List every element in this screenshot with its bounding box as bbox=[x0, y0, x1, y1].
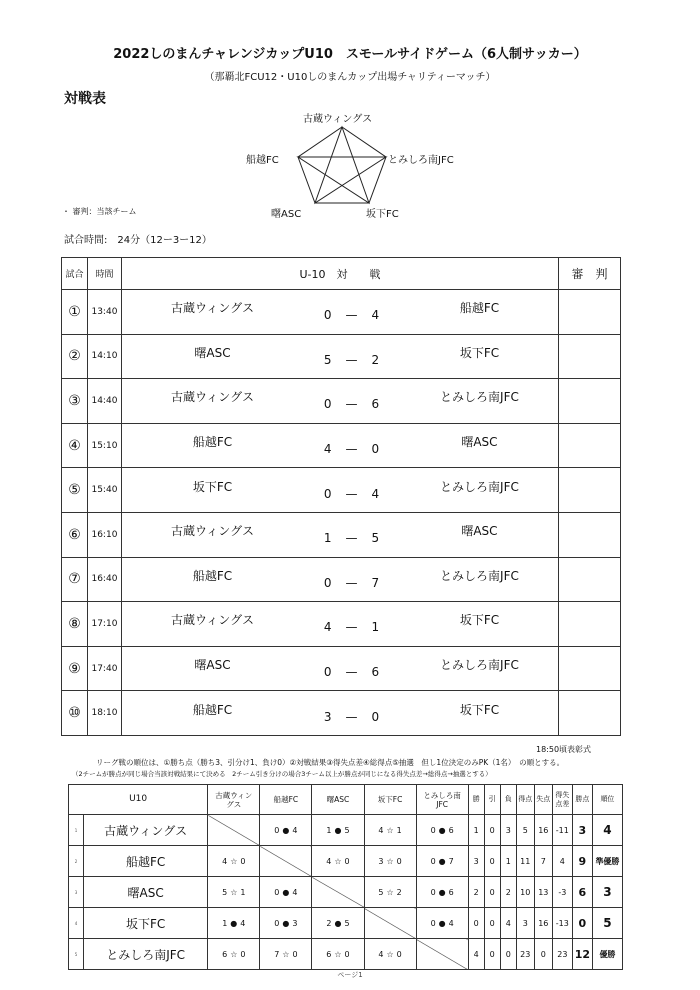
page-number: ページ1 bbox=[337, 971, 363, 979]
score-cell bbox=[303, 290, 401, 335]
result-cell bbox=[260, 877, 312, 908]
league-header-opponent: 船越FC bbox=[260, 785, 312, 815]
document-subtitle: （那覇北FCU12・U10しのまんカップ出場チャリティーマッチ） bbox=[204, 72, 496, 83]
league-row bbox=[69, 815, 623, 846]
league-ga: 13 bbox=[534, 877, 552, 908]
league-row bbox=[69, 877, 623, 908]
result-cell bbox=[312, 939, 364, 970]
league-ga: 0 bbox=[534, 939, 552, 970]
league-ga: 7 bbox=[534, 846, 552, 877]
result-goals-for: 5 bbox=[378, 887, 384, 897]
referee-cell bbox=[559, 334, 621, 379]
row-index: 3 bbox=[69, 877, 84, 908]
result-goals-for: 0 bbox=[430, 918, 436, 928]
away-team: とみしろ南JFC bbox=[440, 568, 519, 583]
match-time-cell: 16:40 bbox=[87, 557, 121, 602]
loss-dot-icon: ● bbox=[438, 918, 446, 928]
schedule-table bbox=[61, 257, 621, 736]
match-number: ⑤ bbox=[62, 468, 88, 513]
league-row bbox=[69, 846, 623, 877]
league-header-rank: 順位 bbox=[592, 785, 622, 815]
away-team-cell bbox=[401, 691, 559, 736]
league-header-points: 勝点 bbox=[572, 785, 592, 815]
result-cell bbox=[260, 815, 312, 846]
match-row bbox=[62, 557, 621, 602]
result-goals-for: 3 bbox=[378, 856, 384, 866]
home-team: 古蔵ウィングス bbox=[171, 524, 254, 539]
diagram-team-left: 船越FC bbox=[246, 155, 279, 166]
result-cell bbox=[416, 908, 468, 939]
league-header-opponent: 坂下FC bbox=[364, 785, 416, 815]
league-table bbox=[68, 784, 623, 970]
league-header-win: 勝 bbox=[468, 785, 484, 815]
result-goals-for: 1 bbox=[326, 825, 332, 835]
home-team-cell bbox=[121, 557, 303, 602]
home-team: 古蔵ウィングス bbox=[171, 613, 254, 628]
league-header-team: U10 bbox=[69, 785, 208, 815]
league-gf: 3 bbox=[516, 908, 534, 939]
result-cell bbox=[208, 877, 260, 908]
match-number: ④ bbox=[62, 423, 88, 468]
header-no: 試合 bbox=[62, 258, 88, 290]
result-goals-against: 5 bbox=[344, 918, 350, 928]
result-cell bbox=[208, 908, 260, 939]
referee-cell bbox=[559, 691, 621, 736]
result-goals-against: 4 bbox=[448, 918, 454, 928]
score-cell bbox=[303, 379, 401, 424]
win-star-icon: ☆ bbox=[386, 949, 394, 959]
win-star-icon: ☆ bbox=[230, 887, 238, 897]
away-team: とみしろ南JFC bbox=[440, 479, 519, 494]
home-team: 古蔵ウィングス bbox=[171, 390, 254, 405]
league-points: 12 bbox=[572, 939, 592, 970]
score-cell bbox=[303, 691, 401, 736]
away-team-cell bbox=[401, 290, 559, 335]
score-cell bbox=[303, 557, 401, 602]
result-goals-against: 0 bbox=[396, 856, 402, 866]
match-time: 試合時間: 24分（12ー3ー12） bbox=[64, 235, 212, 246]
result-goals-against: 4 bbox=[292, 887, 298, 897]
score-cell bbox=[303, 646, 401, 691]
self-match-cell bbox=[416, 939, 468, 970]
win-star-icon: ☆ bbox=[230, 949, 238, 959]
league-header-diff: 得失 点差 bbox=[552, 785, 572, 815]
referee-cell bbox=[559, 602, 621, 647]
referee-cell bbox=[559, 512, 621, 557]
result-cell bbox=[312, 846, 364, 877]
away-team-cell bbox=[401, 379, 559, 424]
score: 0 — 4 bbox=[323, 486, 381, 501]
result-goals-for: 0 bbox=[430, 825, 436, 835]
league-gf: 10 bbox=[516, 877, 534, 908]
league-rank: 4 bbox=[592, 815, 622, 846]
away-team: 坂下FC bbox=[459, 702, 500, 717]
home-team: 曙ASC bbox=[194, 345, 231, 360]
loss-dot-icon: ● bbox=[334, 918, 342, 928]
away-team: とみしろ南JFC bbox=[440, 658, 519, 673]
league-header-row bbox=[69, 785, 623, 815]
score-cell bbox=[303, 468, 401, 513]
league-row bbox=[69, 908, 623, 939]
league-rank: 5 bbox=[592, 908, 622, 939]
league-draw: 0 bbox=[484, 846, 500, 877]
match-number: ② bbox=[62, 334, 88, 379]
league-draw: 0 bbox=[484, 908, 500, 939]
result-goals-for: 0 bbox=[274, 918, 280, 928]
match-row bbox=[62, 334, 621, 379]
home-team-cell bbox=[121, 468, 303, 513]
league-body bbox=[69, 815, 623, 970]
score: 5 — 2 bbox=[323, 352, 381, 367]
result-goals-for: 0 bbox=[430, 887, 436, 897]
league-team-name: とみしろ南JFC bbox=[84, 939, 208, 970]
result-goals-for: 1 bbox=[222, 918, 228, 928]
header-time: 時間 bbox=[87, 258, 121, 290]
home-team: 船越FC bbox=[192, 435, 233, 450]
league-header-opponent: 古蔵ウィン グス bbox=[208, 785, 260, 815]
result-cell bbox=[416, 815, 468, 846]
league-loss: 4 bbox=[500, 908, 516, 939]
score: 0 — 7 bbox=[323, 575, 381, 590]
score-cell bbox=[303, 334, 401, 379]
league-header-draw: 引 bbox=[484, 785, 500, 815]
away-team: とみしろ南JFC bbox=[440, 390, 519, 405]
league-win: 1 bbox=[468, 815, 484, 846]
result-goals-against: 0 bbox=[344, 949, 350, 959]
result-cell bbox=[416, 877, 468, 908]
score: 4 — 0 bbox=[323, 442, 381, 457]
referee-cell bbox=[559, 468, 621, 513]
result-goals-for: 5 bbox=[222, 887, 228, 897]
result-goals-for: 4 bbox=[326, 856, 332, 866]
league-win: 3 bbox=[468, 846, 484, 877]
result-goals-against: 4 bbox=[292, 825, 298, 835]
result-cell bbox=[260, 908, 312, 939]
match-time-cell: 14:10 bbox=[87, 334, 121, 379]
match-time-cell: 16:10 bbox=[87, 512, 121, 557]
league-gf: 5 bbox=[516, 815, 534, 846]
result-goals-for: 6 bbox=[222, 949, 228, 959]
referee-cell bbox=[559, 423, 621, 468]
loss-dot-icon: ● bbox=[438, 825, 446, 835]
ranking-rule: リーグ戦の順位は、①勝ち点（勝ち3、引分け1、負け0）②対戦結果③得失点差④総得点⑤抽選 但し1位決定のみPK（1名） の順とする。 bbox=[96, 758, 565, 767]
match-number: ① bbox=[62, 290, 88, 335]
result-cell bbox=[364, 846, 416, 877]
header-match: U-10 対 戦 bbox=[121, 258, 558, 290]
loss-dot-icon: ● bbox=[230, 918, 238, 928]
result-goals-against: 6 bbox=[448, 825, 454, 835]
league-points: 9 bbox=[572, 846, 592, 877]
league-diff: 4 bbox=[552, 846, 572, 877]
away-team: 坂下FC bbox=[459, 613, 500, 628]
home-team: 船越FC bbox=[192, 568, 233, 583]
home-team-cell bbox=[121, 691, 303, 736]
row-index: 1 bbox=[69, 815, 84, 846]
result-cell bbox=[416, 846, 468, 877]
result-goals-against: 0 bbox=[396, 949, 402, 959]
league-loss: 3 bbox=[500, 815, 516, 846]
section-title: 対戦表 bbox=[64, 91, 106, 107]
result-goals-for: 4 bbox=[378, 949, 384, 959]
tiebreak-rule: （2チームが勝点が同じ場合当該対戦結果にて決める 2チーム引き分けの場合3チーム以上が勝点が同じになる得失点差→総得点→抽選とする） bbox=[72, 770, 492, 778]
match-row bbox=[62, 646, 621, 691]
away-team-cell bbox=[401, 646, 559, 691]
league-points: 6 bbox=[572, 877, 592, 908]
result-cell bbox=[208, 846, 260, 877]
match-row bbox=[62, 290, 621, 335]
result-goals-for: 6 bbox=[326, 949, 332, 959]
league-draw: 0 bbox=[484, 877, 500, 908]
away-team: 曙ASC bbox=[461, 524, 498, 539]
match-number: ⑥ bbox=[62, 512, 88, 557]
self-match-cell bbox=[312, 877, 364, 908]
league-diff: 23 bbox=[552, 939, 572, 970]
league-draw: 0 bbox=[484, 815, 500, 846]
result-goals-for: 4 bbox=[378, 825, 384, 835]
home-team-cell bbox=[121, 423, 303, 468]
score: 4 — 1 bbox=[323, 620, 381, 635]
league-header-gf: 得点 bbox=[516, 785, 534, 815]
league-header-loss: 負 bbox=[500, 785, 516, 815]
awards-time: 18:50頃表彰式 bbox=[536, 745, 592, 754]
away-team: 船越FC bbox=[459, 301, 500, 316]
home-team-cell bbox=[121, 646, 303, 691]
result-goals-against: 7 bbox=[448, 856, 454, 866]
result-goals-for: 4 bbox=[222, 856, 228, 866]
away-team: 坂下FC bbox=[459, 345, 500, 360]
win-star-icon: ☆ bbox=[386, 825, 394, 835]
diagram-team-right: とみしろ南JFC bbox=[388, 155, 454, 166]
home-team: 古蔵ウィングス bbox=[171, 301, 254, 316]
result-goals-for: 0 bbox=[430, 856, 436, 866]
score: 0 — 6 bbox=[323, 665, 381, 680]
result-goals-for: 0 bbox=[274, 887, 280, 897]
row-index: 5 bbox=[69, 939, 84, 970]
result-goals-against: 0 bbox=[292, 949, 298, 959]
match-time-cell: 17:10 bbox=[87, 602, 121, 647]
home-team: 坂下FC bbox=[192, 479, 233, 494]
win-star-icon: ☆ bbox=[334, 856, 342, 866]
league-header-ga: 失点 bbox=[534, 785, 552, 815]
league-ga: 16 bbox=[534, 908, 552, 939]
league-win: 0 bbox=[468, 908, 484, 939]
match-row bbox=[62, 602, 621, 647]
result-goals-against: 6 bbox=[448, 887, 454, 897]
result-goals-for: 0 bbox=[274, 825, 280, 835]
loss-dot-icon: ● bbox=[282, 825, 290, 835]
result-goals-against: 5 bbox=[344, 825, 350, 835]
league-draw: 0 bbox=[484, 939, 500, 970]
home-team-cell bbox=[121, 334, 303, 379]
loss-dot-icon: ● bbox=[282, 887, 290, 897]
league-rank: 準優勝 bbox=[592, 846, 622, 877]
result-goals-against: 1 bbox=[396, 825, 402, 835]
win-star-icon: ☆ bbox=[282, 949, 290, 959]
result-goals-for: 7 bbox=[274, 949, 280, 959]
result-cell bbox=[364, 815, 416, 846]
win-star-icon: ☆ bbox=[334, 949, 342, 959]
match-row bbox=[62, 512, 621, 557]
away-team-cell bbox=[401, 423, 559, 468]
league-diff: -11 bbox=[552, 815, 572, 846]
match-number: ⑨ bbox=[62, 646, 88, 691]
match-time-cell: 13:40 bbox=[87, 290, 121, 335]
league-team-name: 船越FC bbox=[84, 846, 208, 877]
result-goals-against: 4 bbox=[240, 918, 246, 928]
schedule-header-row bbox=[62, 258, 621, 290]
match-time-cell: 17:40 bbox=[87, 646, 121, 691]
result-goals-against: 2 bbox=[396, 887, 402, 897]
result-cell bbox=[364, 939, 416, 970]
home-team-cell bbox=[121, 379, 303, 424]
diagram-team-top: 古蔵ウィングス bbox=[303, 114, 373, 125]
result-cell bbox=[312, 815, 364, 846]
league-ga: 16 bbox=[534, 815, 552, 846]
match-time-cell: 15:40 bbox=[87, 468, 121, 513]
self-match-cell bbox=[208, 815, 260, 846]
referee-note: ・ 審判：当該チーム bbox=[62, 207, 137, 216]
match-number: ③ bbox=[62, 379, 88, 424]
schedule-body bbox=[62, 290, 621, 736]
referee-cell bbox=[559, 557, 621, 602]
match-row bbox=[62, 468, 621, 513]
score: 1 — 5 bbox=[323, 531, 381, 546]
away-team-cell bbox=[401, 334, 559, 379]
match-row bbox=[62, 691, 621, 736]
match-time-cell: 18:10 bbox=[87, 691, 121, 736]
league-win: 2 bbox=[468, 877, 484, 908]
win-star-icon: ☆ bbox=[386, 856, 394, 866]
match-row bbox=[62, 379, 621, 424]
league-gf: 11 bbox=[516, 846, 534, 877]
result-goals-against: 0 bbox=[344, 856, 350, 866]
win-star-icon: ☆ bbox=[386, 887, 394, 897]
league-loss: 1 bbox=[500, 846, 516, 877]
result-goals-for: 2 bbox=[326, 918, 332, 928]
league-team-name: 坂下FC bbox=[84, 908, 208, 939]
league-team-name: 古蔵ウィングス bbox=[84, 815, 208, 846]
home-team: 船越FC bbox=[192, 702, 233, 717]
league-header-opponent: 曙ASC bbox=[312, 785, 364, 815]
match-number: ⑩ bbox=[62, 691, 88, 736]
result-cell bbox=[208, 939, 260, 970]
league-team-name: 曙ASC bbox=[84, 877, 208, 908]
league-diff: -13 bbox=[552, 908, 572, 939]
league-rank: 3 bbox=[592, 877, 622, 908]
row-index: 2 bbox=[69, 846, 84, 877]
document-title: 2022しのまんチャレンジカップU10 スモールサイドゲーム（6人制サッカー） bbox=[113, 47, 587, 62]
score-cell bbox=[303, 602, 401, 647]
win-star-icon: ☆ bbox=[230, 856, 238, 866]
diagram-team-bottom-left: 曙ASC bbox=[271, 209, 302, 220]
league-gf: 23 bbox=[516, 939, 534, 970]
match-number: ⑧ bbox=[62, 602, 88, 647]
result-goals-against: 0 bbox=[240, 856, 246, 866]
league-row bbox=[69, 939, 623, 970]
result-cell bbox=[260, 939, 312, 970]
score: 3 — 0 bbox=[323, 709, 381, 724]
result-goals-against: 0 bbox=[240, 949, 246, 959]
league-header-opponent: とみしろ南 JFC bbox=[416, 785, 468, 815]
header-referee: 審 判 bbox=[559, 258, 621, 290]
referee-cell bbox=[559, 290, 621, 335]
league-loss: 2 bbox=[500, 877, 516, 908]
league-points: 0 bbox=[572, 908, 592, 939]
league-loss: 0 bbox=[500, 939, 516, 970]
loss-dot-icon: ● bbox=[282, 918, 290, 928]
result-goals-against: 1 bbox=[240, 887, 246, 897]
row-index: 4 bbox=[69, 908, 84, 939]
result-cell bbox=[312, 908, 364, 939]
league-diff: -3 bbox=[552, 877, 572, 908]
diagram-team-bottom-right: 坂下FC bbox=[366, 209, 399, 220]
away-team-cell bbox=[401, 468, 559, 513]
away-team-cell bbox=[401, 512, 559, 557]
score-cell bbox=[303, 423, 401, 468]
loss-dot-icon: ● bbox=[438, 856, 446, 866]
score: 0 — 6 bbox=[323, 397, 381, 412]
home-team: 曙ASC bbox=[194, 658, 231, 673]
referee-cell bbox=[559, 379, 621, 424]
home-team-cell bbox=[121, 512, 303, 557]
home-team-cell bbox=[121, 602, 303, 647]
league-win: 4 bbox=[468, 939, 484, 970]
away-team-cell bbox=[401, 557, 559, 602]
league-rank: 優勝 bbox=[592, 939, 622, 970]
league-points: 3 bbox=[572, 815, 592, 846]
result-cell bbox=[364, 877, 416, 908]
score-cell bbox=[303, 512, 401, 557]
away-team: 曙ASC bbox=[461, 435, 498, 450]
match-time-cell: 15:10 bbox=[87, 423, 121, 468]
match-time-cell: 14:40 bbox=[87, 379, 121, 424]
away-team-cell bbox=[401, 602, 559, 647]
result-goals-against: 3 bbox=[292, 918, 298, 928]
referee-cell bbox=[559, 646, 621, 691]
home-team-cell bbox=[121, 290, 303, 335]
match-row bbox=[62, 423, 621, 468]
self-match-cell bbox=[260, 846, 312, 877]
self-match-cell bbox=[364, 908, 416, 939]
loss-dot-icon: ● bbox=[334, 825, 342, 835]
match-number: ⑦ bbox=[62, 557, 88, 602]
loss-dot-icon: ● bbox=[438, 887, 446, 897]
score: 0 — 4 bbox=[323, 308, 381, 323]
